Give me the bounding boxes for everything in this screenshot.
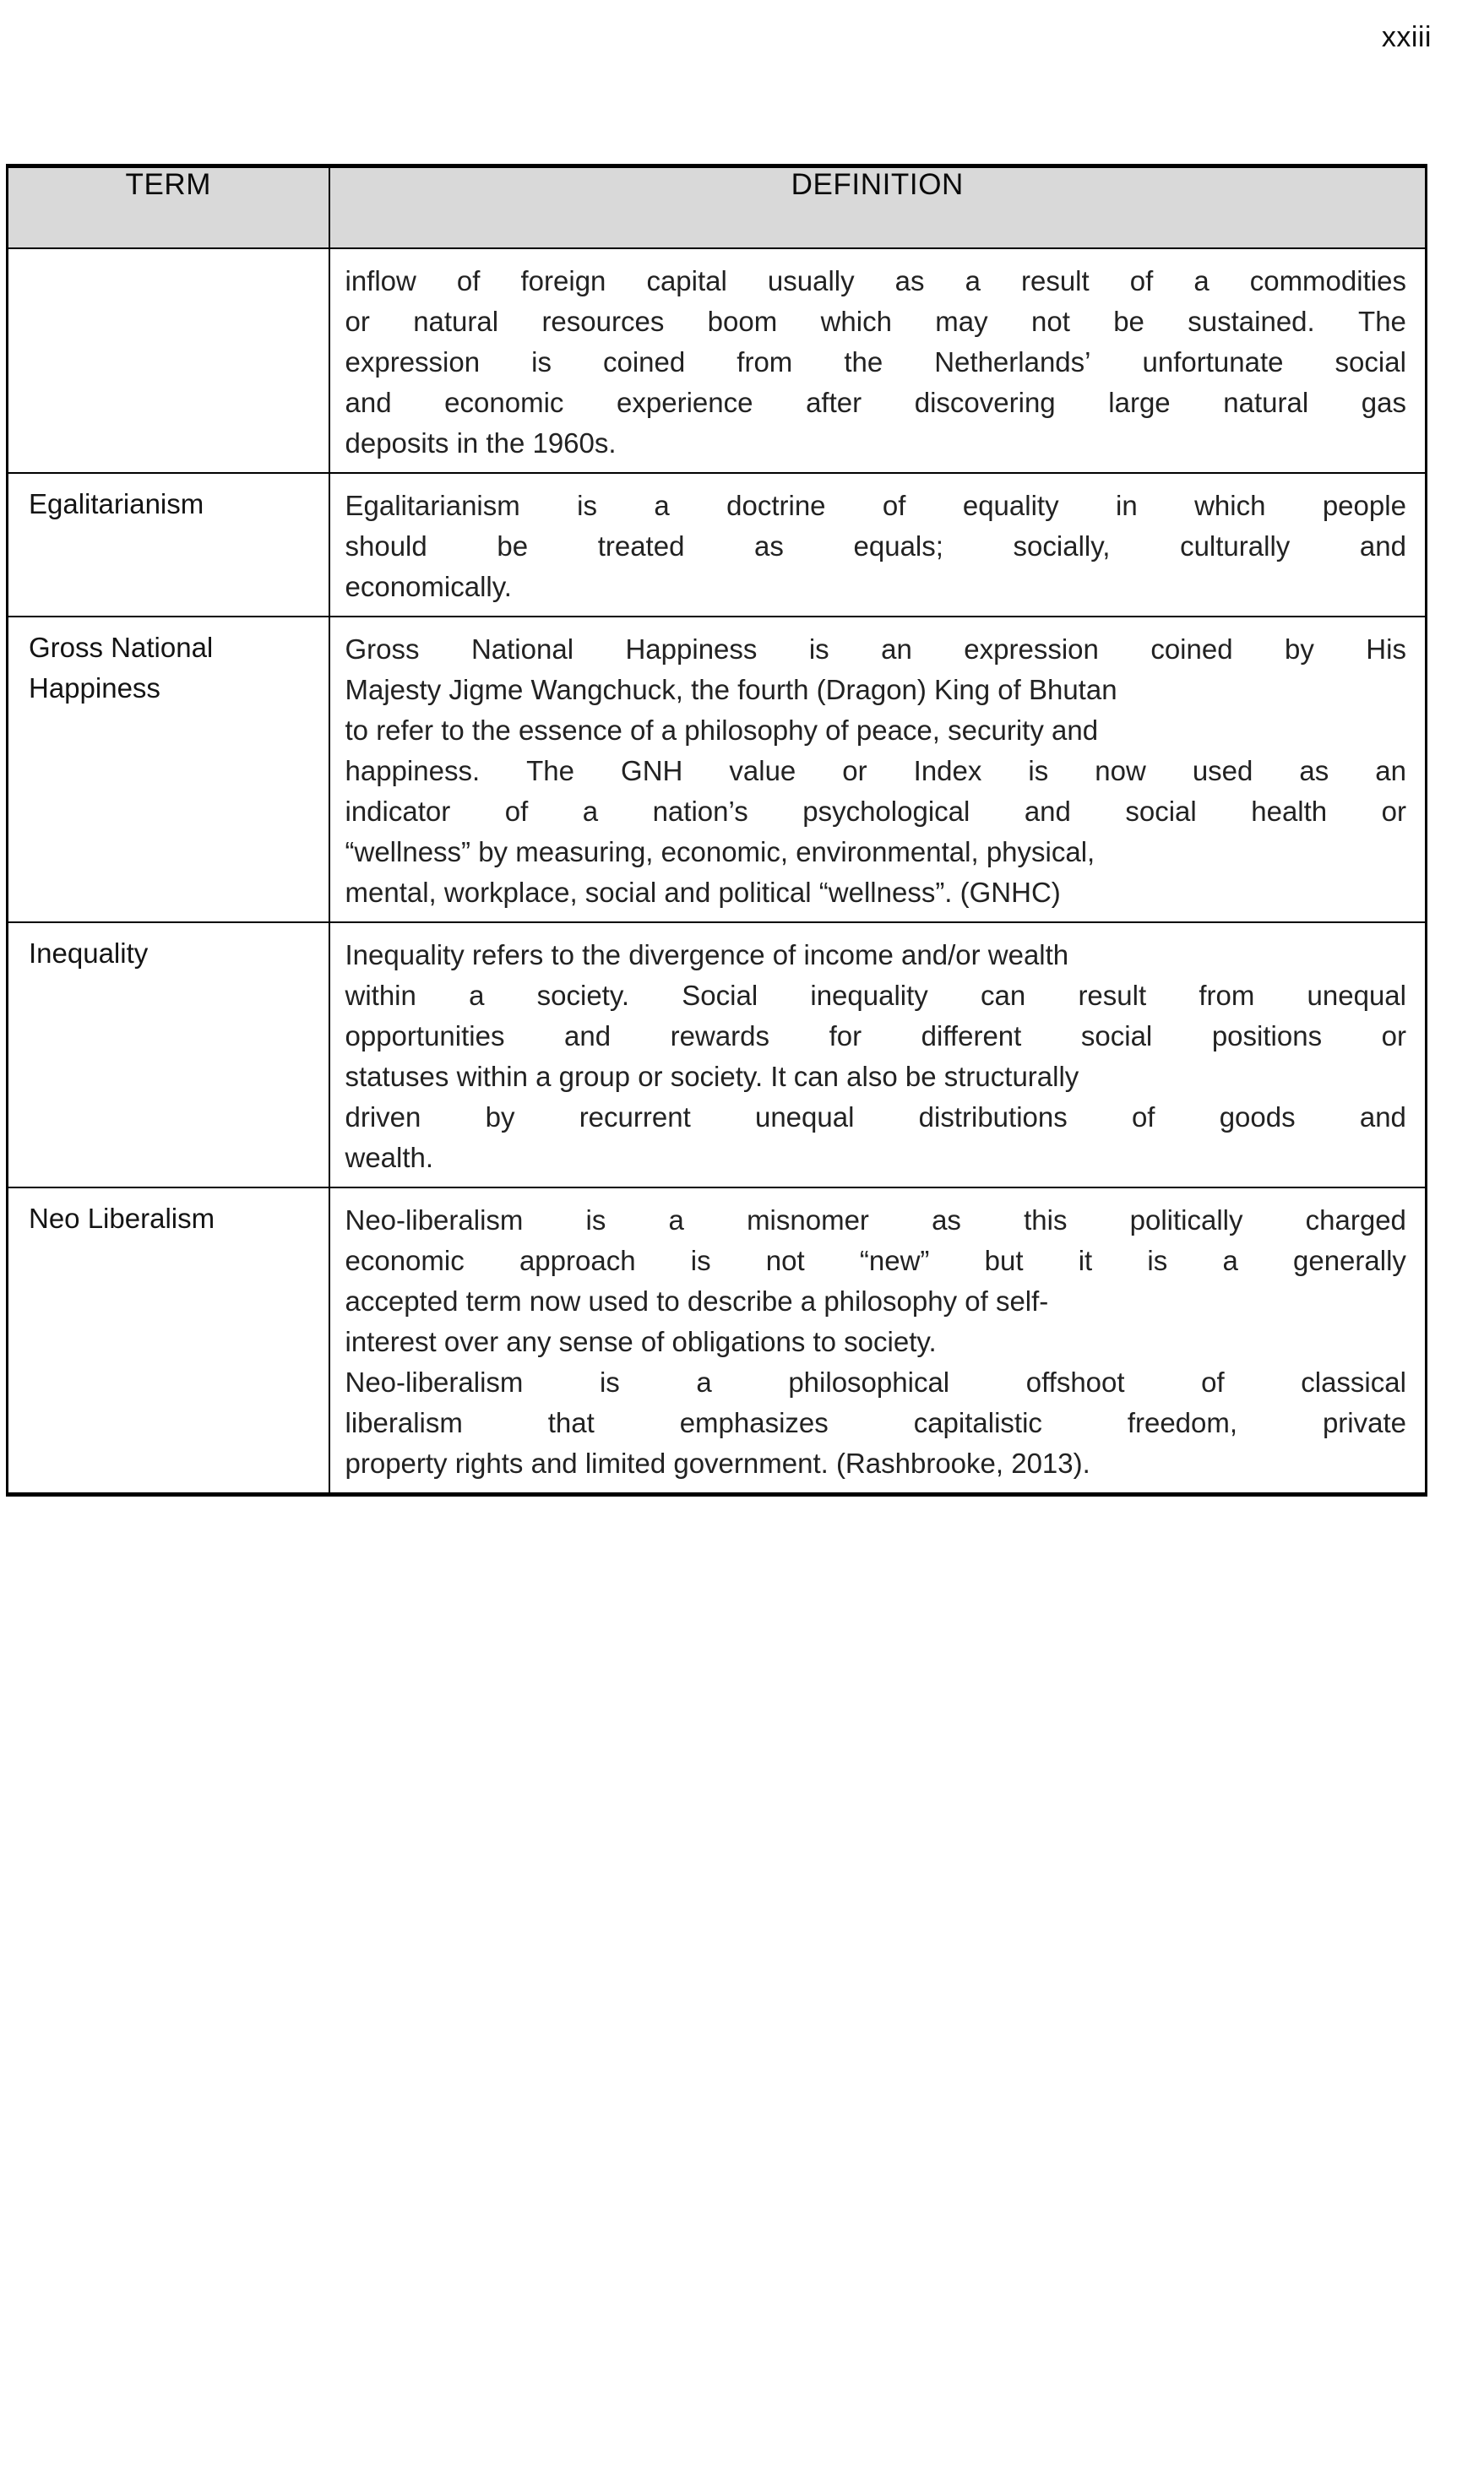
definition-line: economically. (345, 571, 512, 602)
definition-line: driven by recurrent unequal distributions of goods and (345, 1101, 1406, 1133)
term-text: Neo Liberalism (29, 1203, 215, 1234)
table-row (8, 922, 1427, 1187)
table-row (8, 473, 1427, 617)
definition-line: liberalism that emphasizes capitalistic freedom, private (345, 1407, 1406, 1438)
table-body (8, 248, 1427, 1495)
definition-line: property rights and limited government. (Rashbrooke, 2013). (345, 1448, 1090, 1479)
definition-line: wealth. (345, 1142, 434, 1173)
table-row (8, 248, 1427, 473)
term-text: Inequality (29, 937, 149, 969)
glossary-table (6, 164, 1427, 1497)
definition-line: Neo-liberalism is a philosophical offshoot of classical (345, 1367, 1406, 1398)
definition-line: expression is coined from the Netherlands’ unfortunate social (345, 346, 1406, 378)
definition-line: economic approach is not “new” but it is a generally (345, 1245, 1406, 1276)
definition-line: and economic experience after discovering large natural gas (345, 387, 1406, 418)
definition-line: should be treated as equals; socially, culturally and (345, 530, 1406, 562)
term-cell (8, 617, 329, 922)
definition-line: happiness. The GNH value or Index is now used as an (345, 755, 1406, 786)
definition-line: Gross National Happiness is an expression coined by His (345, 633, 1406, 665)
definition-line: Neo-liberalism is a misnomer as this politically charged (345, 1204, 1406, 1236)
definition-line: Egalitarianism is a doctrine of equality in which people (345, 490, 1406, 521)
definition-line: accepted term now used to describe a philosophy of self- (345, 1285, 1049, 1317)
term-text: Egalitarianism (29, 488, 204, 519)
header-row (8, 166, 1427, 249)
definition-line: Inequality refers to the divergence of income and/or wealth (345, 939, 1069, 970)
table-header (8, 166, 1427, 249)
term-cell (8, 248, 329, 473)
definition-line: interest over any sense of obligations to society. (345, 1326, 937, 1357)
term-text: Gross National (29, 632, 214, 663)
definition-line: inflow of foreign capital usually as a result of a commodities (345, 265, 1406, 296)
column-header-term: TERM (8, 166, 329, 249)
table-row (8, 1187, 1427, 1495)
definition-line: “wellness” by measuring, economic, environmental, physical, (345, 836, 1095, 867)
definition-line: Majesty Jigme Wangchuck, the fourth (Dragon) King of Bhutan (345, 674, 1117, 705)
definition-cell (329, 248, 1427, 473)
table-row (8, 617, 1427, 922)
definition-line: statuses within a group or society. It can also be structurally (345, 1061, 1079, 1092)
definition-line: or natural resources boom which may not be sustained. The (345, 306, 1406, 337)
definition-line: to refer to the essence of a philosophy of peace, security and (345, 715, 1099, 746)
definition-cell (329, 473, 1427, 617)
definition-cell (329, 617, 1427, 922)
definition-line: within a society. Social inequality can result from unequal (345, 980, 1406, 1011)
page-number: xxiii (1381, 21, 1432, 53)
term-cell (8, 473, 329, 617)
term-cell (8, 1187, 329, 1495)
definition-line: indicator of a nation’s psychological and social health or (345, 796, 1406, 827)
term-text: Happiness (29, 672, 160, 704)
definition-cell (329, 1187, 1427, 1495)
definition-line: opportunities and rewards for different social positions or (345, 1020, 1406, 1051)
definition-line: mental, workplace, social and political “wellness”. (GNHC) (345, 877, 1061, 908)
term-cell (8, 922, 329, 1187)
definition-cell (329, 922, 1427, 1187)
definition-line: deposits in the 1960s. (345, 427, 617, 459)
column-header-definition: DEFINITION (329, 166, 1427, 249)
